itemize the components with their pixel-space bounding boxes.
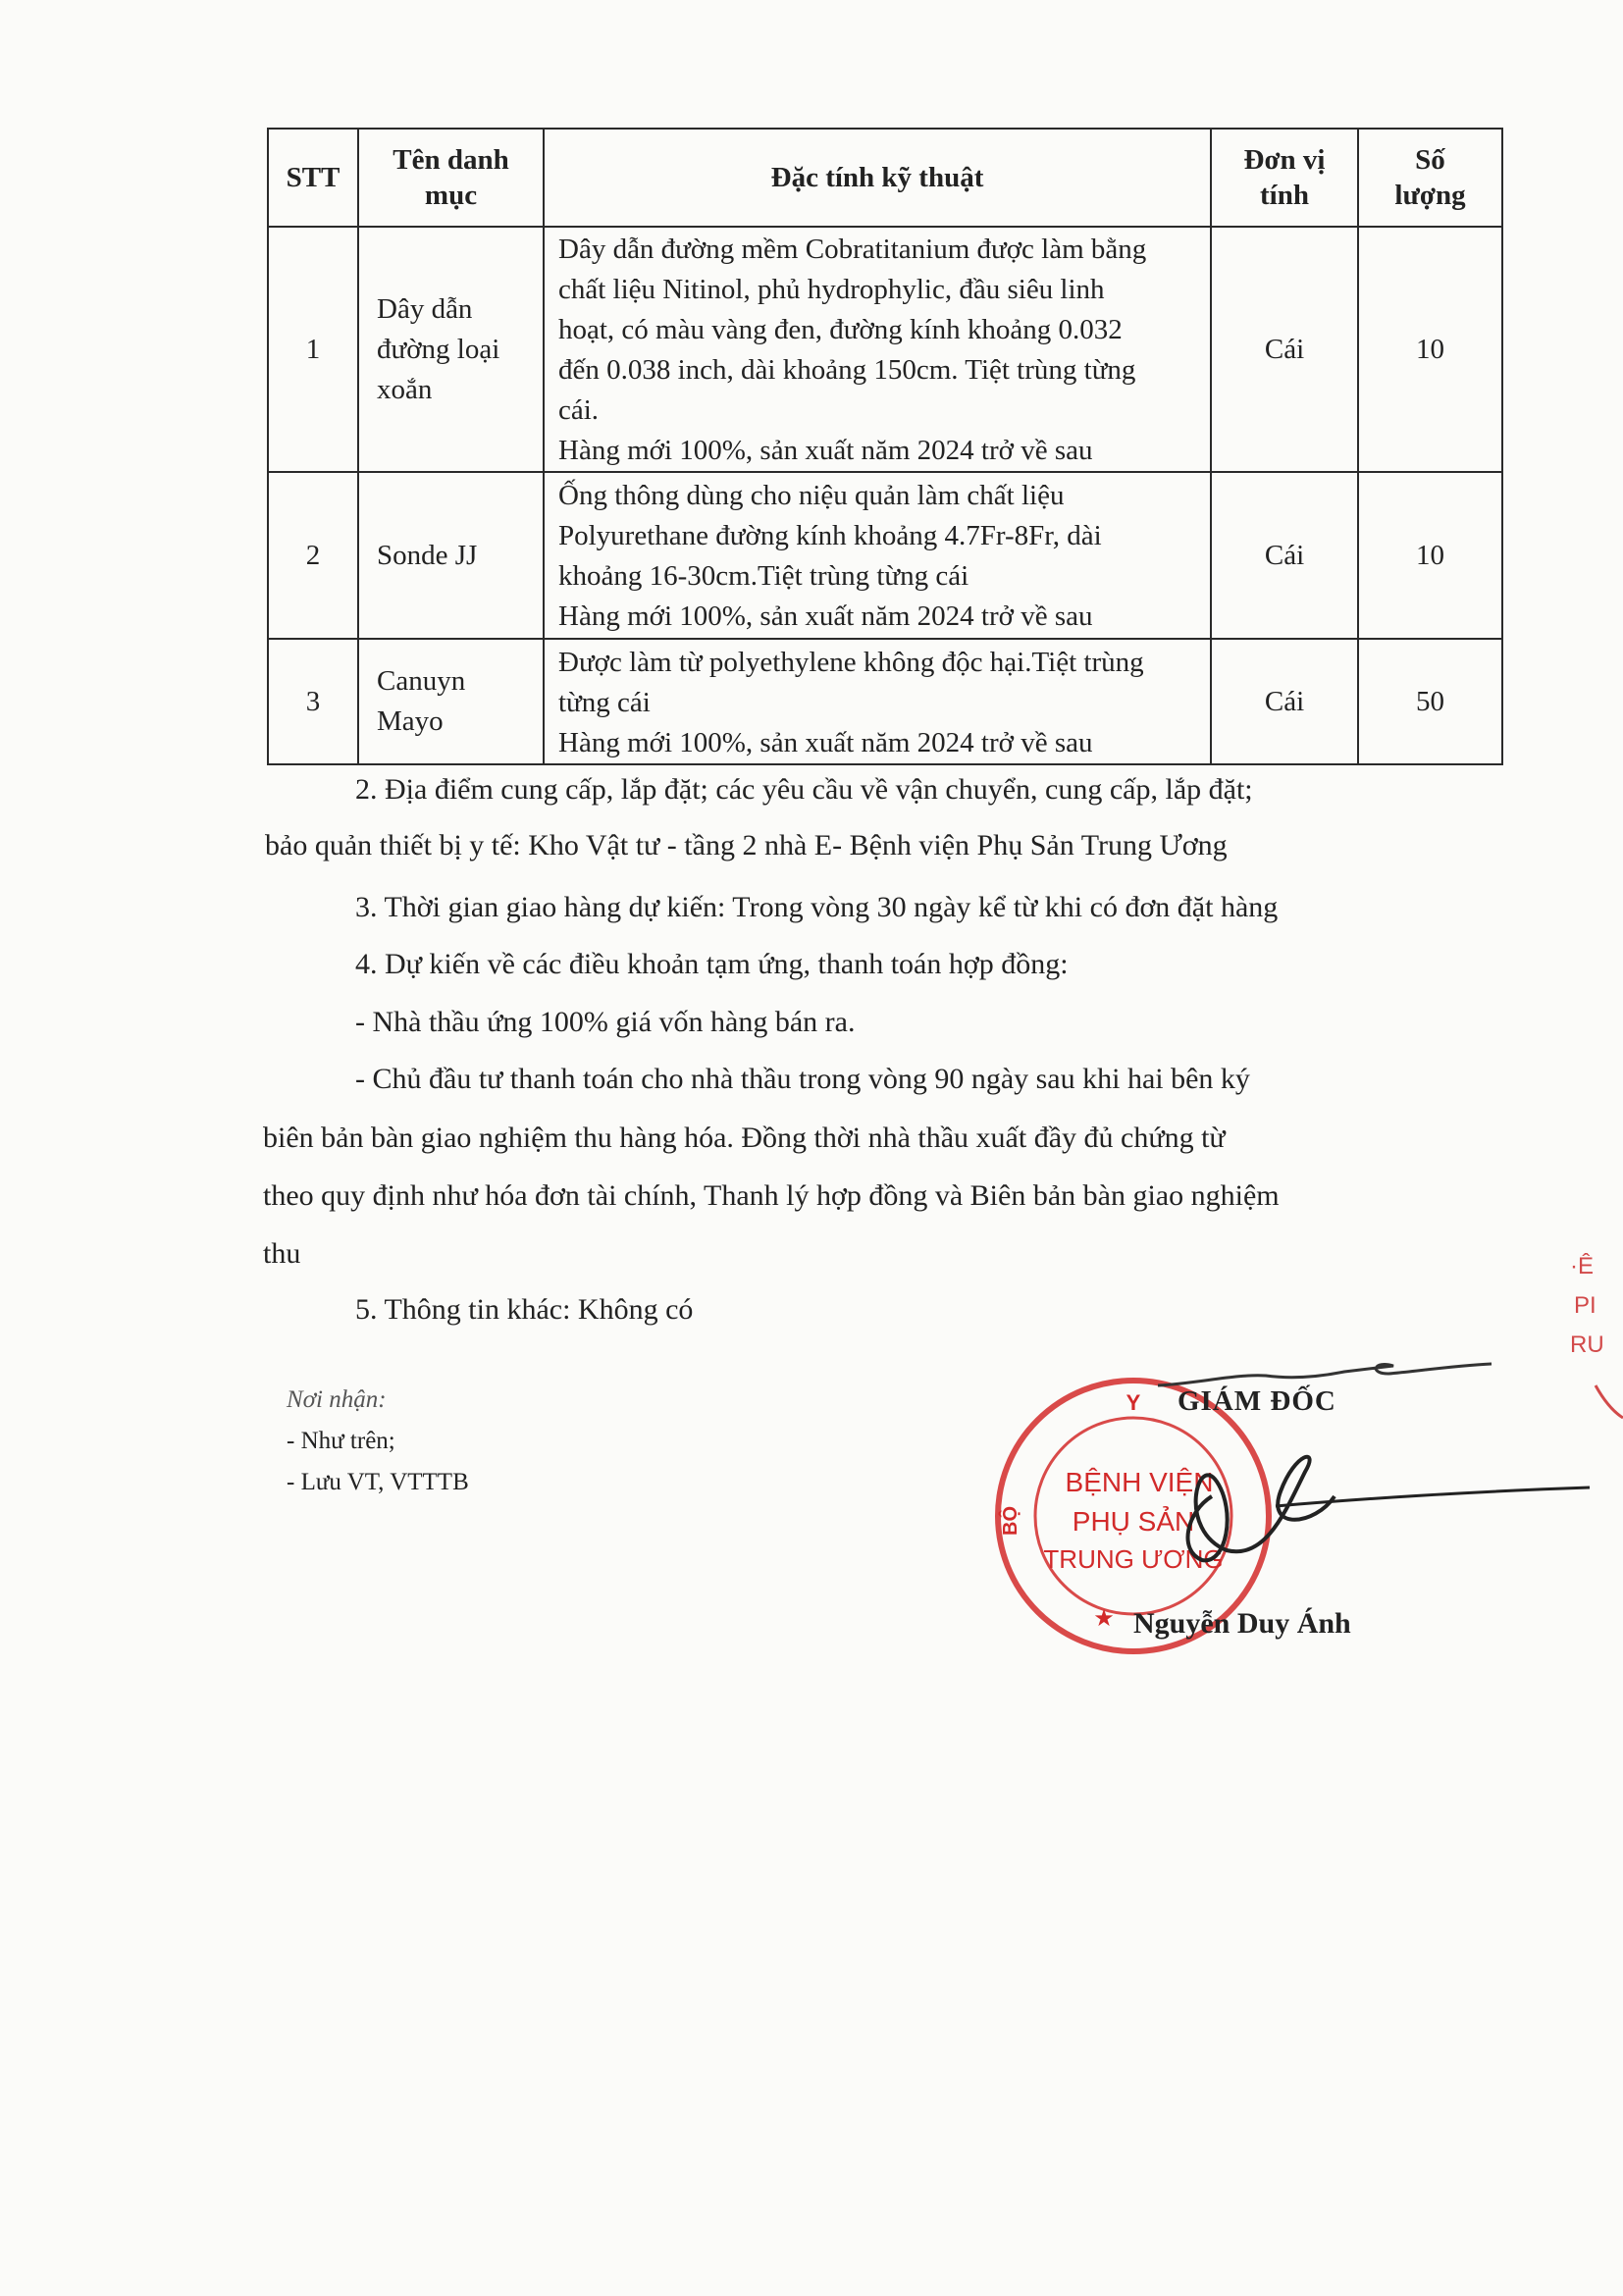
stamp-ring-left: BỘ	[1000, 1506, 1021, 1536]
spec-line: từng cái	[558, 686, 651, 718]
header-unit	[1211, 129, 1358, 227]
row-stt: 2	[268, 472, 358, 639]
section-4-bullet-2-line1: - Chủ đầu tư thanh toán cho nhà thầu trong vòng 90 ngày sau khi hai bên ký	[355, 1063, 1250, 1095]
row-quantity: 10	[1358, 227, 1502, 472]
table-row	[268, 472, 1502, 639]
section-4-bullet-1: - Nhà thầu ứng 100% giá vốn hàng bán ra.	[355, 1006, 856, 1038]
header-item-name	[358, 129, 544, 227]
stamp-star-icon: ★	[1093, 1606, 1115, 1632]
spec-line: hoạt, có màu vàng đen, đường kính khoảng 0.032	[558, 314, 1123, 345]
section-4-bullet-2-line2: biên bản bàn giao nghiệm thu hàng hóa. Đồng thời nhà thầu xuất đầy đủ chứng từ	[263, 1122, 1226, 1154]
spec-line: Được làm từ polyethylene không độc hại.Tiệt trùng	[558, 646, 1144, 678]
spec-line: Dây dẫn đường mềm Cobratitanium được làm bằng	[558, 234, 1147, 265]
edge-stamp-char: RU	[1570, 1331, 1604, 1358]
table-row	[268, 639, 1502, 764]
row-spec	[544, 227, 1211, 472]
spec-line: Polyurethane đường kính khoảng 4.7Fr-8Fr, dài	[558, 520, 1102, 551]
row-item-name	[358, 472, 544, 639]
name-line: Mayo	[377, 705, 444, 737]
spec-line: khoảng 16-30cm.Tiệt trùng từng cái	[558, 560, 969, 592]
section-4-bullet-2-line4: thu	[263, 1237, 301, 1270]
row-item-name	[358, 227, 544, 472]
section-2-line1: 2. Địa điểm cung cấp, lắp đặt; các yêu cầu về vận chuyển, cung cấp, lắp đặt;	[355, 773, 1253, 806]
section-4-heading: 4. Dự kiến về các điều khoản tạm ứng, thanh toán hợp đồng:	[355, 948, 1069, 980]
stamp-ring-top: Y	[1126, 1390, 1141, 1415]
row-stt: 3	[268, 639, 358, 764]
stamp-line-3: TRUNG ƯƠNG	[1043, 1544, 1224, 1574]
spec-line: Hàng mới 100%, sản xuất năm 2024 trở về sau	[558, 435, 1093, 466]
spec-line: đến 0.038 inch, dài khoảng 150cm. Tiệt trùng từng	[558, 354, 1136, 386]
header-quantity-line1: Số	[1415, 144, 1445, 176]
spec-line: cái.	[558, 394, 600, 426]
section-4-bullet-2-line3: theo quy định như hóa đơn tài chính, Thanh lý hợp đồng và Biên bản bàn giao nghiệm	[263, 1179, 1280, 1212]
header-unit-line1: Đơn vị	[1243, 144, 1326, 176]
table-header-row	[268, 129, 1502, 227]
name-line: Canuyn	[377, 665, 466, 697]
row-quantity: 50	[1358, 639, 1502, 764]
row-item-name	[358, 639, 544, 764]
header-quantity-line2: lượng	[1394, 180, 1466, 211]
recipients-block	[287, 1380, 469, 1503]
row-unit: Cái	[1211, 227, 1358, 472]
name-line: Sonde JJ	[377, 539, 478, 571]
header-stt: STT	[268, 129, 358, 227]
edge-stamp-char: ·Ê	[1570, 1253, 1594, 1279]
handwritten-signature	[1158, 1315, 1609, 1609]
header-unit-line2: tính	[1260, 180, 1309, 211]
row-spec	[544, 472, 1211, 639]
table-row	[268, 227, 1502, 472]
spec-line: Ống thông dùng cho niệu quản làm chất liệu	[558, 480, 1065, 511]
row-unit: Cái	[1211, 472, 1358, 639]
edge-stamp-char: PI	[1574, 1292, 1597, 1319]
header-item-name-line2: mục	[424, 180, 478, 211]
row-stt: 1	[268, 227, 358, 472]
edge-stamp-fragment	[1566, 1168, 1623, 1462]
signer-name: Nguyễn Duy Ánh	[1133, 1607, 1351, 1640]
section-5: 5. Thông tin khác: Không có	[355, 1293, 694, 1326]
stamp-line-2: PHỤ SẢN	[1072, 1506, 1195, 1537]
name-line: Dây dẫn	[377, 292, 473, 325]
recipients-title: Nơi nhận:	[287, 1386, 387, 1413]
row-unit: Cái	[1211, 639, 1358, 764]
name-line: xoắn	[377, 373, 433, 405]
row-quantity: 10	[1358, 472, 1502, 639]
row-spec	[544, 639, 1211, 764]
name-line: đường loại	[377, 333, 500, 365]
signer-position: GIÁM ĐỐC	[1178, 1385, 1336, 1417]
section-2-line2: bảo quản thiết bị y tế: Kho Vật tư - tầng 2 nhà E- Bệnh viện Phụ Sản Trung Ương	[265, 829, 1228, 861]
recipient-item: - Lưu VT, VTTTB	[287, 1469, 469, 1495]
spec-line: Hàng mới 100%, sản xuất năm 2024 trở về sau	[558, 726, 1093, 758]
section-3: 3. Thời gian giao hàng dự kiến: Trong vòng 30 ngày kể từ khi có đơn đặt hàng	[355, 891, 1279, 923]
header-item-name-line1: Tên danh	[393, 144, 509, 176]
recipient-item: - Như trên;	[287, 1428, 395, 1454]
header-spec: Đặc tính kỹ thuật	[544, 129, 1211, 227]
specification-table	[267, 128, 1503, 765]
spec-line: chất liệu Nitinol, phủ hydrophylic, đầu siêu linh	[558, 274, 1105, 305]
header-quantity	[1358, 129, 1502, 227]
spec-line: Hàng mới 100%, sản xuất năm 2024 trở về sau	[558, 600, 1093, 632]
stamp-line-1: BỆNH VIỆN	[1065, 1467, 1214, 1497]
